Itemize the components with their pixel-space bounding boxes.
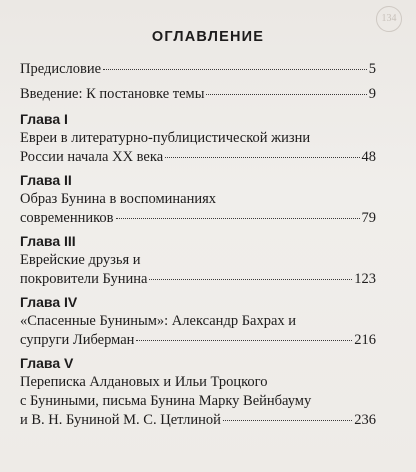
chapter-label: Глава I	[20, 111, 68, 127]
chapter-label: Глава V	[20, 355, 74, 371]
toc-entry-chapter-1[interactable]	[20, 110, 376, 167]
entry-title-line: Переписка Алдановых и Ильи Троцкого	[20, 374, 268, 390]
entry-page: 216	[354, 332, 376, 348]
entry-title-line: и В. Н. Буниной М. С. Цетлиной	[20, 412, 221, 428]
contents-heading: ОГЛАВЛЕНИЕ	[151, 29, 265, 45]
leader-dots	[149, 278, 352, 280]
chapter-label: Глава III	[20, 233, 76, 249]
toc-entry-chapter-3[interactable]	[20, 232, 376, 289]
entry-title-line: Образ Бунина в воспоминаниях	[20, 191, 217, 207]
entry-page: 48	[361, 149, 376, 165]
entry-page: 5	[368, 61, 376, 77]
entry-page: 236	[354, 412, 376, 428]
toc-entry-preface[interactable]	[20, 60, 376, 79]
leader-dots	[103, 68, 367, 70]
entry-title-line: Еврейские друзья и	[20, 252, 141, 268]
chapter-label: Глава IV	[20, 294, 78, 310]
leader-dots	[136, 339, 352, 341]
entry-title-line: супруги Либерман	[20, 332, 135, 348]
entry-title-line: Евреи в литературно-публицистической жизни	[20, 130, 311, 146]
toc-entry-chapter-4[interactable]	[20, 293, 376, 350]
leader-dots	[165, 156, 359, 158]
toc-entry-chapter-2[interactable]	[20, 171, 376, 228]
entry-title-line: современников	[20, 210, 114, 226]
entry-title-line: «Спасенные Буниным»: Александр Бахрах и	[20, 313, 297, 329]
entry-title: Введение: К постановке темы	[20, 86, 205, 102]
leader-dots	[116, 217, 360, 219]
entry-title-line: с Буниными, письма Бунина Марку Вейнбауму	[20, 393, 312, 409]
entry-title-line: России начала XX века	[20, 149, 164, 165]
entry-title-line: покровители Бунина	[20, 271, 148, 287]
chapter-label: Глава II	[20, 172, 72, 188]
toc-entry-chapter-5[interactable]	[20, 354, 376, 430]
entry-page: 9	[368, 86, 376, 102]
leader-dots	[223, 419, 352, 421]
table-of-contents	[20, 60, 376, 430]
entry-page: 123	[354, 271, 376, 287]
entry-title: Предисловие	[20, 61, 102, 77]
toc-entry-intro[interactable]	[20, 85, 376, 104]
leader-dots	[206, 93, 366, 95]
entry-page: 79	[361, 210, 376, 226]
page-number-badge: 134	[376, 6, 402, 32]
